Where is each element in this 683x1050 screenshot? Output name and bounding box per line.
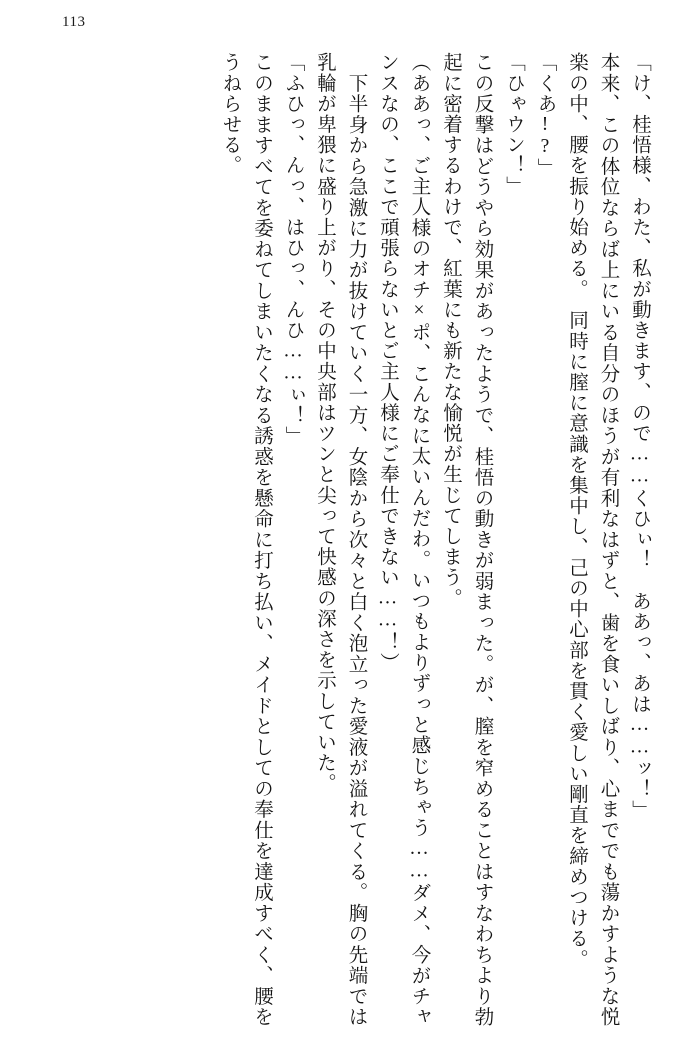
page-body-text: 「け、桂悟様、わた、私が動きます、ので……くひぃ！ ああっ、あは……ッ！」 本来、この体位ならば上にいる自分のほうが有利なはずと、歯を食いしばり、心まででも蕩かすような悦楽の中、腰を振り始める。 同時に膣に意識を集中し、己の中心部を貫く愛しい剛直を締めつける。 「くあ!?」 「ひゃウン！」 この反撃はどうやら効果があったようで、桂悟の動きが弱まった。が、膣を窄めることはすなわちより勃起に密着するわけで、紅葉にも新たな愉悦が生じてしまう。 （ああっ、ご主人様のオチ×ポ、こんなに太いんだわ。いつもよりずっと感じちゃう……ダメ、今がチャンスなの、ここで頑張らないとご主人様にご奉仕できない……！） 下半身から急激に力が抜けていく一方、女陰から次々と白く泡立った愛液が溢れてくる。胸の先端では乳輪が卑猥に盛り上がり、その中央部はツンと尖って快感の深さを示していた。 「ふひっ、んっ、はひっ、んひ……ぃ！」 このまますべてを委ねてしまいたくなる誘惑を懸命に打ち払い、メイドとしての奉仕を達成すべく、腰をうねらせる。 [219, 52, 650, 1027]
page-number: 113 [62, 14, 86, 30]
